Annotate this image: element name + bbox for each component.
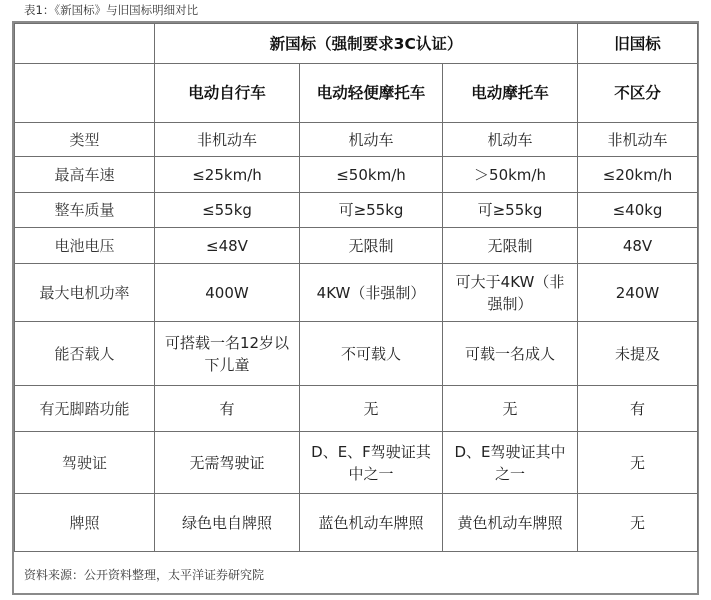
row-label: 最高车速 xyxy=(15,157,155,193)
table-row-license xyxy=(15,432,698,494)
comparison-table xyxy=(14,23,698,552)
table-cell: 4KW（非强制） xyxy=(300,264,443,322)
header-new-standard: 新国标（强制要求3C认证） xyxy=(155,24,578,64)
header-row-columns xyxy=(15,64,698,123)
table-cell: 机动车 xyxy=(300,123,443,157)
row-label: 整车质量 xyxy=(15,193,155,228)
table-cell: 可大于4KW（非强制） xyxy=(443,264,578,322)
header-col-e-moped: 电动轻便摩托车 xyxy=(300,64,443,123)
table-row-passenger xyxy=(15,322,698,386)
table-cell: 非机动车 xyxy=(578,123,698,157)
table-cell: D、E驾驶证其中之一 xyxy=(443,432,578,494)
table-row-pedal xyxy=(15,386,698,432)
row-label: 有无脚踏功能 xyxy=(15,386,155,432)
row-label: 能否载人 xyxy=(15,322,155,386)
table-cell: 400W xyxy=(155,264,300,322)
table-cell: 机动车 xyxy=(443,123,578,157)
table-caption: 表1：《新国标》与旧国标明细对比 xyxy=(24,3,199,17)
row-label: 电池电压 xyxy=(15,228,155,264)
table-cell: 可≥55kg xyxy=(300,193,443,228)
table-cell: 无 xyxy=(300,386,443,432)
table-cell: 有 xyxy=(155,386,300,432)
table-cell: 蓝色机动车牌照 xyxy=(300,494,443,552)
row-label: 类型 xyxy=(15,123,155,157)
table-cell: ≤50km/h xyxy=(300,157,443,193)
table-cell: ≤40kg xyxy=(578,193,698,228)
table-cell: ＞50km/h xyxy=(443,157,578,193)
table-cell: 48V xyxy=(578,228,698,264)
row-label: 牌照 xyxy=(15,494,155,552)
table-cell: ≤55kg xyxy=(155,193,300,228)
table-cell: 可≥55kg xyxy=(443,193,578,228)
table-cell: 无 xyxy=(578,494,698,552)
row-label: 最大电机功率 xyxy=(15,264,155,322)
table-row-voltage xyxy=(15,228,698,264)
table-row-type xyxy=(15,123,698,157)
table-cell: 无限制 xyxy=(443,228,578,264)
header-col-e-bike: 电动自行车 xyxy=(155,64,300,123)
table-cell: 无限制 xyxy=(300,228,443,264)
table-cell: 不可载人 xyxy=(300,322,443,386)
header-row-groups xyxy=(15,24,698,64)
table-cell: 无 xyxy=(578,432,698,494)
table-cell: 240W xyxy=(578,264,698,322)
source-note: 资料来源：公开资料整理，太平洋证券研究院 xyxy=(24,568,265,582)
table-cell: D、E、F驾驶证其中之一 xyxy=(300,432,443,494)
table-cell: 可载一名成人 xyxy=(443,322,578,386)
table-row-weight xyxy=(15,193,698,228)
table-row-motor-power xyxy=(15,264,698,322)
header-col-e-motorcycle: 电动摩托车 xyxy=(443,64,578,123)
table-row-max-speed xyxy=(15,157,698,193)
header-col-undifferentiated: 不区分 xyxy=(578,64,698,123)
header-old-standard: 旧国标 xyxy=(578,24,698,64)
header-corner xyxy=(15,24,155,64)
header-corner-lower xyxy=(15,64,155,123)
table-cell: ≤25km/h xyxy=(155,157,300,193)
table-cell: ≤20km/h xyxy=(578,157,698,193)
table-cell: 无 xyxy=(443,386,578,432)
table-cell: 非机动车 xyxy=(155,123,300,157)
table-cell: 有 xyxy=(578,386,698,432)
table-cell: 绿色电自牌照 xyxy=(155,494,300,552)
row-label: 驾驶证 xyxy=(15,432,155,494)
table-cell: 黄色机动车牌照 xyxy=(443,494,578,552)
table-cell: 未提及 xyxy=(578,322,698,386)
table-cell: ≤48V xyxy=(155,228,300,264)
table-cell: 无需驾驶证 xyxy=(155,432,300,494)
table-row-plate xyxy=(15,494,698,552)
table-cell: 可搭载一名12岁以下儿童 xyxy=(155,322,300,386)
